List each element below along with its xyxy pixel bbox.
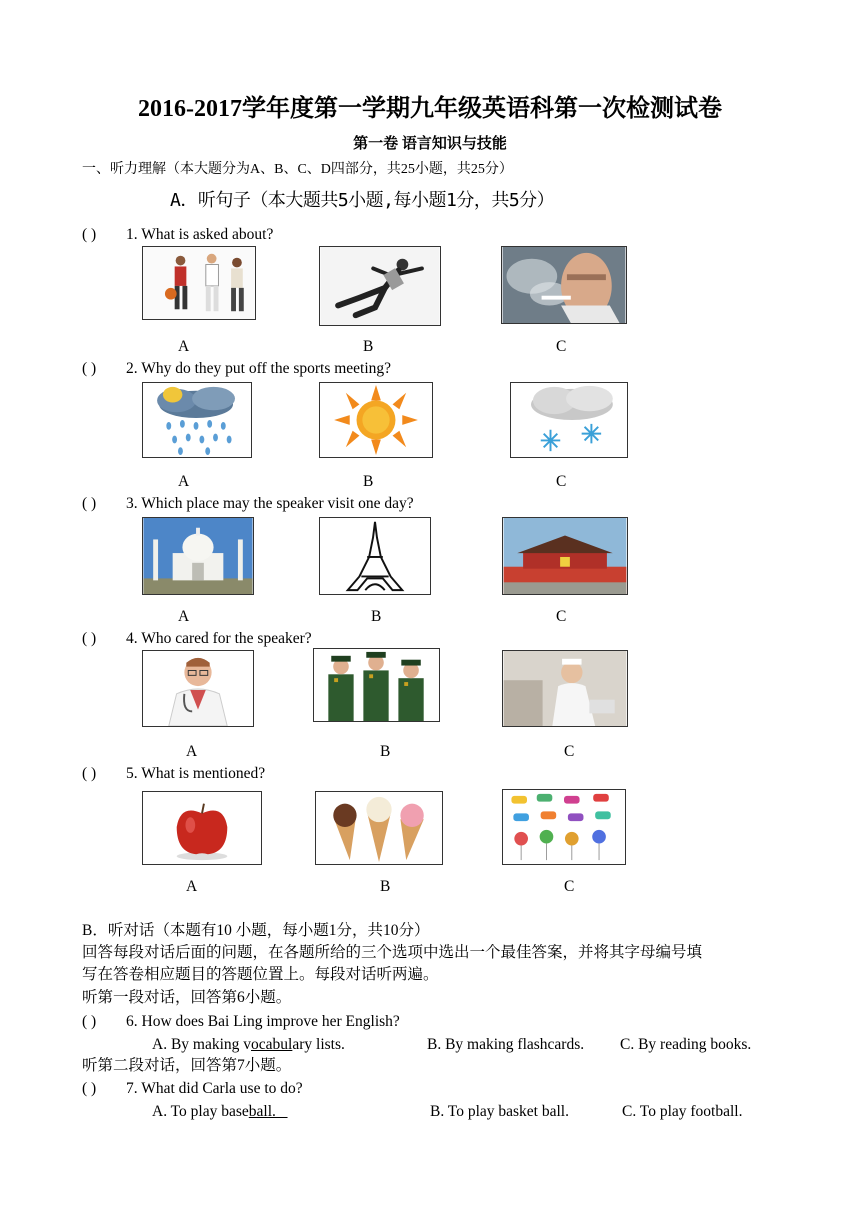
ice-cream-cones-image (315, 791, 443, 865)
man-smoking-image (501, 246, 627, 324)
question-text: 1. What is asked about? (126, 226, 274, 243)
eiffel-tower-image (319, 517, 431, 595)
question-text: 3. Which place may the speaker visit one day? (126, 495, 414, 512)
dialog-2-instruction: 听第二段对话，回答第7小题。 (82, 1057, 292, 1074)
section-heading-a: A．听句子（本大题共5小题,每小题1分，共5分） (170, 190, 555, 211)
question-text: 7. What did Carla use to do? (126, 1080, 303, 1097)
basketball-players-image (142, 246, 256, 320)
taj-mahal-image (142, 517, 254, 595)
answer-blank[interactable]: ( ) (82, 495, 97, 512)
part-title: 第一卷 语言知识与技能 (353, 136, 507, 152)
exam-title: 2016-2017学年度第一学期九年级英语科第一次检测试卷 (138, 96, 722, 122)
answer-blank[interactable]: ( ) (82, 765, 97, 782)
answer-blank[interactable]: ( ) (82, 226, 97, 243)
q6-option-b[interactable]: B. By making flashcards. (427, 1036, 585, 1053)
question-2 (82, 360, 391, 378)
answer-blank[interactable]: ( ) (82, 1013, 97, 1030)
doctor-image (142, 650, 254, 727)
apple-image (142, 791, 262, 865)
sun-image (319, 382, 433, 458)
q7-option-b[interactable]: B. To play basket ball. (430, 1103, 569, 1120)
section-heading-b: B．听对话（本题有10 小题，每小题1分，共10分） (82, 922, 430, 939)
answer-blank[interactable]: ( ) (82, 1080, 97, 1097)
q7-option-c[interactable]: C. To play football. (622, 1103, 743, 1120)
question-4 (82, 630, 312, 648)
snow-cloud-image (510, 382, 628, 458)
answer-blank[interactable]: ( ) (82, 630, 97, 647)
option-label-c: C (556, 608, 567, 625)
option-label-b: B (380, 743, 391, 760)
option-label-a: A (186, 878, 198, 895)
section-heading-listening: 一、听力理解（本大题分为A、B、C、D四部分，共25小题，共25分） (82, 162, 513, 177)
question-text: 4. Who cared for the speaker? (126, 630, 312, 647)
tiananmen-image (502, 517, 628, 595)
question-text: 2. Why do they put off the sports meeting? (126, 360, 392, 377)
dancer-leaping-image (319, 246, 441, 326)
question-3 (82, 495, 414, 513)
option-label-c: C (564, 878, 575, 895)
instructions-line-2: 写在答卷相应题目的答题位置上。每段对话听两遍。 (82, 966, 439, 983)
q7-option-a[interactable]: A. To play baseball. (152, 1103, 288, 1120)
q6-option-a[interactable]: A. By making vocabulary lists. (152, 1036, 345, 1053)
option-label-a: A (178, 608, 190, 625)
q6-option-c[interactable]: C. By reading books. (620, 1036, 752, 1053)
nurse-image (502, 650, 628, 727)
question-5 (82, 765, 265, 783)
question-1 (82, 226, 273, 244)
option-label-a: A (186, 743, 198, 760)
option-label-b: B (363, 473, 374, 490)
option-label-c: C (556, 473, 567, 490)
option-label-a: A (178, 473, 190, 490)
candies-image (502, 789, 626, 865)
instructions-line-1: 回答每段对话后面的问题，在各题所给的三个选项中选出一个最佳答案，并将其字母编号填 (82, 944, 703, 961)
question-7 (82, 1080, 303, 1098)
question-text: 5. What is mentioned? (126, 765, 266, 782)
option-label-c: C (564, 743, 575, 760)
option-label-b: B (380, 878, 391, 895)
answer-blank[interactable]: ( ) (82, 360, 97, 377)
option-label-b: B (371, 608, 382, 625)
soldiers-image (313, 648, 440, 722)
rain-cloud-image (142, 382, 252, 458)
question-text: 6. How does Bai Ling improve her English? (126, 1013, 400, 1030)
option-label-c: C (556, 338, 567, 355)
dialog-1-instruction: 听第一段对话，回答第6小题。 (82, 989, 292, 1006)
option-label-a: A (178, 338, 190, 355)
option-label-b: B (363, 338, 374, 355)
question-6 (82, 1013, 400, 1031)
